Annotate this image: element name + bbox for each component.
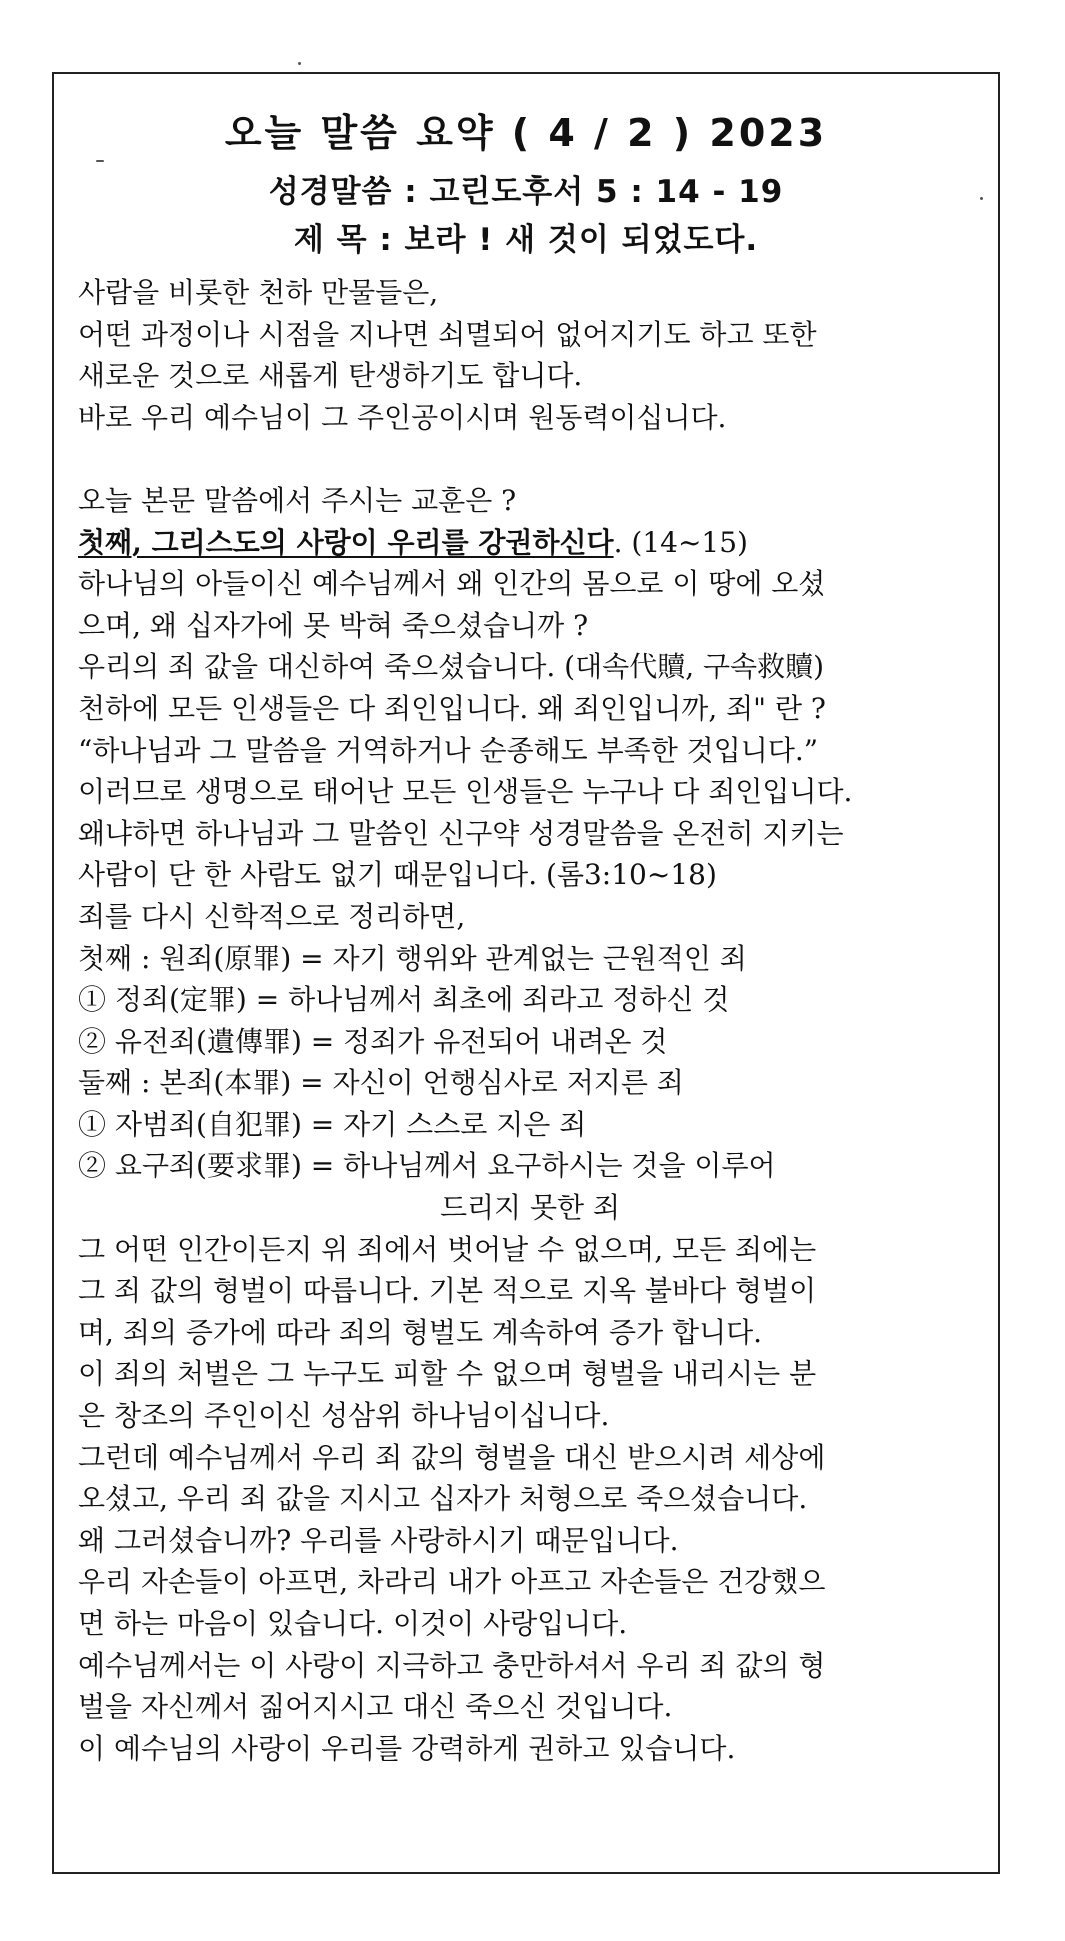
first-point-reference: . (14~15) [613, 525, 748, 559]
body-line-25: 그 죄 값의 형벌이 따릅니다. 기본 적으로 지옥 불바다 형벌이 [78, 1274, 817, 1308]
body-line-11: 천하에 모든 인생들은 다 죄인입니다. 왜 죄인입니까, 죄" 란 ? [78, 691, 826, 725]
body-line-29: 그런데 예수님께서 우리 죄 값의 형벌을 대신 받으시려 세상에 [78, 1440, 826, 1474]
body-line-32: 우리 자손들이 아프면, 차라리 내가 아프고 자손들은 건강했으 [78, 1565, 826, 1599]
page-title: 오늘 말씀 요약 ( 4 / 2 ) 2023 [224, 111, 828, 155]
body-line-4: 바로 우리 예수님이 그 주인공이시며 원동력이십니다. [78, 400, 727, 434]
body-line-34: 예수님께서는 이 사랑이 지극하고 충만하셔서 우리 죄 값의 형 [78, 1648, 826, 1682]
scan-speck [980, 197, 983, 200]
body-line-28: 은 창조의 주인이신 성삼위 하나님이십니다. [78, 1399, 610, 1433]
body-line-31: 왜 그러셨습니까? 우리를 사랑하시기 때문입니다. [78, 1523, 679, 1557]
body-line-36: 이 예수님의 사랑이 우리를 강력하게 권하고 있습니다. [78, 1731, 736, 1765]
body-line-13: 이러므로 생명으로 태어난 모든 인생들은 누구나 다 죄인입니다. [78, 775, 853, 809]
body-line-8: 하나님의 아들이신 예수님께서 왜 인간의 몸으로 이 땅에 오셨 [78, 567, 826, 601]
scan-speck [298, 62, 301, 65]
sermon-subject: 제 목 : 보라 ! 새 것이 되었도다. [293, 222, 759, 258]
body-line-15: 사람이 단 한 사람도 없기 때문입니다. (롬3:10~18) [78, 858, 717, 892]
scan-speck [96, 160, 104, 162]
body-line-22: ② 요구죄(要求罪) = 하나님께서 요구하시는 것을 이루어 [78, 1149, 776, 1183]
body-line-20: 둘째 : 본죄(本罪) = 자신이 언행심사로 저지른 죄 [78, 1066, 684, 1100]
body-line-17: 첫째 : 원죄(原罪) = 자기 행위와 관계없는 근원적인 죄 [78, 941, 747, 975]
body-line-9: 으며, 왜 십자가에 못 박혀 죽으셨습니까 ? [78, 608, 589, 642]
first-point-line [78, 522, 982, 564]
body-line-10: 우리의 죄 값을 대신하여 죽으셨습니다. (대속代贖, 구속救贖) [78, 650, 825, 684]
body-line-24: 그 어떤 인간이든지 위 죄에서 벗어날 수 없으며, 모든 죄에는 [78, 1232, 817, 1266]
body-line-18: ① 정죄(定罪) = 하나님께서 최초에 죄라고 정하신 것 [78, 983, 730, 1017]
body-line-12: “하나님과 그 말씀을 거역하거나 순종해도 부족한 것입니다.” [78, 733, 819, 767]
body-line-23: 드리지 못한 죄 [439, 1191, 621, 1225]
sermon-summary-frame [52, 72, 1000, 1874]
body-line-35: 벌을 자신께서 짊어지시고 대신 죽으신 것입니다. [78, 1690, 673, 1724]
body-line-question: 오늘 본문 말씀에서 주시는 교훈은 ? [78, 483, 517, 517]
blank-line [78, 438, 982, 480]
body-line-21: ① 자범죄(自犯罪) = 자기 스스로 지은 죄 [78, 1107, 587, 1141]
body-line-14: 왜냐하면 하나님과 그 말씀인 신구약 성경말씀을 온전히 지키는 [78, 816, 844, 850]
body-line-19: ② 유전죄(遺傳罪) = 정죄가 유전되어 내려온 것 [78, 1024, 668, 1058]
first-point-heading: 첫째, 그리스도의 사랑이 우리를 강권하신다 [78, 525, 614, 559]
sermon-body [78, 272, 982, 1769]
body-line-33: 면 하는 마음이 있습니다. 이것이 사랑입니다. [78, 1607, 628, 1640]
body-line-1: 사람을 비롯한 천하 만물들은, [78, 276, 439, 309]
scripture-reference: 성경말씀 : 고린도후서 5 : 14 - 19 [268, 174, 784, 210]
body-line-3: 새로운 것으로 새롭게 탄생하기도 합니다. [78, 359, 583, 393]
body-line-2: 어떤 과정이나 시점을 지나면 쇠멸되어 없어지기도 하고 또한 [78, 317, 817, 351]
body-line-16: 죄를 다시 신학적으로 정리하면, [78, 899, 466, 933]
body-line-30: 오셨고, 우리 죄 값을 지시고 십자가 처형으로 죽으셨습니다. [78, 1482, 808, 1516]
body-line-27: 이 죄의 처벌은 그 누구도 피할 수 없으며 형벌을 내리시는 분 [78, 1357, 817, 1391]
body-line-26: 며, 죄의 증가에 따라 죄의 형벌도 계속하여 증가 합니다. [78, 1315, 763, 1349]
